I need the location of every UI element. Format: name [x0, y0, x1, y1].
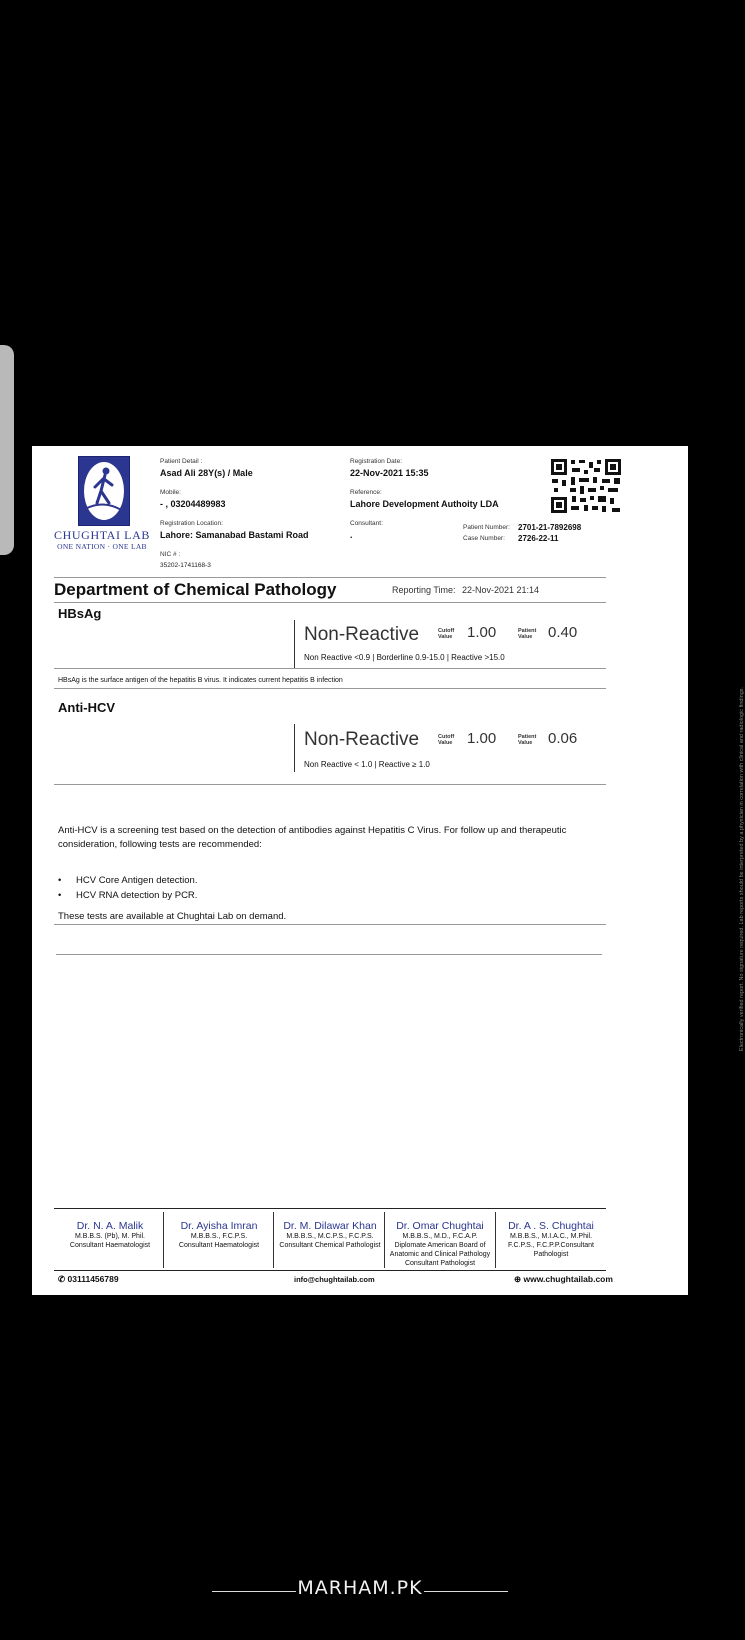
- reporting-time: 22-Nov-2021 21:14: [462, 585, 540, 595]
- reference: Lahore Development Authoity LDA: [350, 499, 499, 509]
- hcv-interpretation: Anti-HCV is a screening test based on the detection of antibodies against Hepatitis C Virus. For follow up and therapeutic consideration, following tests are recommended:: [58, 825, 567, 850]
- reg-date: 22-Nov-2021 15:35: [350, 468, 429, 478]
- doctor-signature-block: Dr. M. Dilawar Khan M.B.B.S., M.C.P.S., F.C.P.S. Consultant Chemical Pathologist: [279, 1220, 381, 1249]
- list-item: • HCV RNA detection by PCR.: [58, 890, 198, 901]
- reg-date-label: Registration Date:: [350, 458, 403, 465]
- email-link[interactable]: info@chughtailab.com: [294, 1275, 375, 1284]
- divider: [54, 1208, 606, 1209]
- divider: [56, 954, 602, 955]
- test-name-hbsag: HBsAg: [58, 606, 102, 621]
- hbsag-cutoff-value: 1.00: [467, 624, 497, 641]
- hbsag-result: Non-Reactive: [304, 624, 420, 645]
- marham-watermark: MARHAM.PK: [297, 1577, 423, 1599]
- anti-hcv-cutoff-label: Cutoff Value: [438, 734, 455, 746]
- mobile-label: Mobile:: [160, 489, 181, 496]
- logo-tagline: ONE NATION · ONE LAB: [57, 542, 147, 551]
- case-number: 2726-22-11: [518, 534, 559, 543]
- patient-number-label: Patient Number:: [463, 524, 510, 531]
- anti-hcv-cutoff-value: 1.00: [467, 730, 497, 747]
- hbsag-patient-value: 0.40: [548, 624, 578, 641]
- side-edge-tab[interactable]: [0, 345, 14, 555]
- divider: [424, 1591, 508, 1592]
- patient-detail: Asad Ali 28Y(s) / Male: [160, 468, 253, 478]
- divider: [54, 688, 606, 689]
- hbsag-note: HBsAg is the surface antigen of the hepatitis B virus. It indicates current hepatitis B infection: [58, 677, 343, 684]
- reg-location-label: Registration Location:: [160, 520, 223, 527]
- anti-hcv-range: Non Reactive < 1.0 | Reactive ≥ 1.0: [304, 760, 430, 769]
- availability-note: These tests are available at Chughtai Lab on demand.: [58, 911, 287, 922]
- chughtai-logo-icon: [78, 456, 130, 526]
- doctor-signature-block: Dr. A . S. Chughtai M.B.B.S., M.I.A.C., M.Phil. F.C.P.S., F.C.P.P.Consultant Pathologist: [508, 1220, 594, 1258]
- divider: [294, 724, 295, 772]
- patient-number: 2701-21-7892698: [518, 523, 582, 532]
- anti-hcv-patient-label: Patient Value: [518, 734, 537, 746]
- divider: [294, 620, 295, 668]
- nic-label: NIC # :: [160, 551, 181, 558]
- divider: [54, 924, 606, 925]
- doctor-signature-block: Dr. N. A. Malik M.B.B.S. (Pb), M. Phil. Consultant Haematologist: [69, 1220, 151, 1249]
- test-name-anti-hcv: Anti-HCV: [58, 700, 116, 715]
- mobile: - , 03204489983: [160, 499, 226, 509]
- globe-icon: ⊕: [514, 1274, 522, 1284]
- patient-detail-label: Patient Detail :: [160, 458, 203, 465]
- list-item: • HCV Core Antigen detection.: [58, 875, 198, 886]
- divider: [54, 668, 606, 669]
- department-title: Department of Chemical Pathology: [54, 580, 337, 599]
- divider: [54, 784, 606, 785]
- hbsag-range: Non Reactive <0.9 | Borderline 0.9-15.0 | Reactive >15.0: [304, 653, 505, 662]
- phone-contact[interactable]: ✆ 03111456789: [58, 1274, 119, 1284]
- consultant-label: Consultant:: [350, 520, 383, 527]
- consultant: .: [350, 530, 353, 540]
- verification-side-note: Electronically verified report. No signature required. Lab reports should be interpreted by a physician in correlation with clinical and radiologic findings.: [739, 686, 745, 1052]
- hbsag-patient-label: Patient Value: [518, 628, 537, 640]
- anti-hcv-patient-value: 0.06: [548, 730, 578, 747]
- qr-code-icon: [550, 458, 622, 514]
- hbsag-cutoff-label: Cutoff Value: [438, 628, 455, 640]
- doctor-signature-block: Dr. Ayisha Imran M.B.B.S., F.C.P.S. Consultant Haematologist: [178, 1220, 260, 1249]
- reference-label: Reference:: [350, 489, 382, 496]
- reg-location: Lahore: Samanabad Bastami Road: [160, 530, 309, 540]
- website-link[interactable]: ⊕ www.chughtailab.com: [514, 1274, 613, 1284]
- logo-name: CHUGHTAI LAB: [54, 528, 150, 542]
- anti-hcv-result: Non-Reactive: [304, 729, 420, 750]
- divider: [54, 577, 606, 578]
- lab-report: [32, 446, 745, 1295]
- case-number-label: Case Number:: [463, 535, 505, 542]
- divider: [54, 1270, 606, 1271]
- doctor-signature-block: Dr. Omar Chughtai M.B.B.S., M.D., F.C.A.P. Diplomate American Board of Anatomic and Clinical Pathology Consultant Pathologist: [389, 1220, 491, 1267]
- phone-icon: ✆: [58, 1274, 66, 1284]
- nic: 35202-1741168-3: [160, 562, 211, 569]
- recommendation-list: [58, 874, 197, 903]
- reporting-time-label: Reporting Time:: [392, 585, 456, 595]
- divider: [54, 602, 606, 603]
